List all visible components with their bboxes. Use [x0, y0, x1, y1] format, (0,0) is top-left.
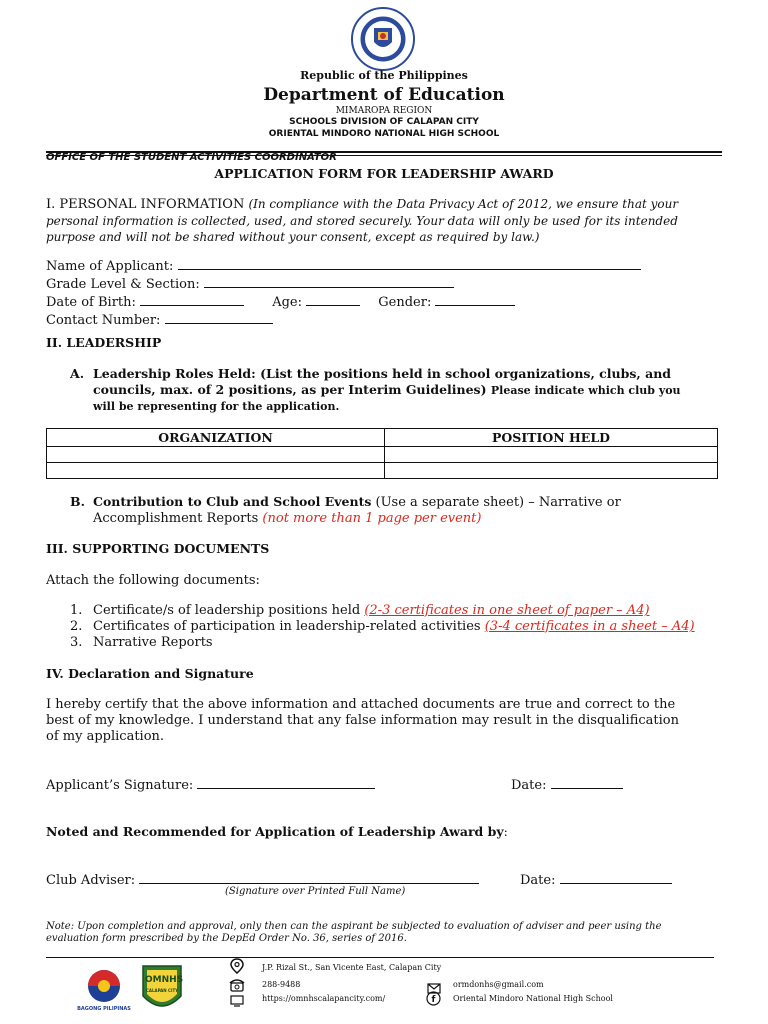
list-item: 2. Certificates of participation in leadership-related activities (3-4 certificates in a sheet – A4) [70, 619, 695, 634]
deped-seal [350, 6, 416, 72]
personal-section [46, 196, 736, 245]
department-name: Department of Education [263, 85, 505, 105]
email-link[interactable]: ormdonhs@gmail.com [453, 980, 544, 989]
supporting-heading: III. SUPPORTING DOCUMENTS [46, 541, 270, 556]
item-b-bold: Contribution to Club and School Events [93, 494, 372, 509]
facebook-link[interactable]: Oriental Mindoro National High School [453, 994, 613, 1003]
logo2-text: OMNHS [145, 975, 184, 985]
table-cell[interactable] [385, 463, 718, 479]
item-a-line2: councils, max. of 2 positions, as per Interim Guidelines) [93, 382, 487, 397]
phone-text: 288-9488 [262, 980, 301, 989]
name-field[interactable] [178, 257, 641, 270]
adviser-date-field[interactable] [560, 871, 672, 884]
supporting-intro: Attach the following documents: [46, 573, 260, 588]
applicant-date-row [511, 776, 623, 793]
bagong-pilipinas-logo [78, 964, 130, 1016]
age-field[interactable] [306, 293, 360, 306]
web-icon [230, 992, 244, 1004]
applicant-signature-label: Applicant’s Signature: [46, 778, 194, 793]
footer-rule [46, 957, 714, 958]
logo2-caption: CALAPAN CITY [145, 988, 179, 993]
table-cell[interactable] [47, 463, 385, 479]
adviser-date-row [520, 871, 672, 888]
gender-field[interactable] [435, 293, 515, 306]
logo1-caption: BAGONG PILIPINAS [77, 1006, 131, 1012]
item-a-text [93, 366, 733, 415]
gender-label: Gender: [378, 295, 432, 310]
item-a-line2-small: Please indicate which club you [490, 384, 681, 397]
note-line-1: Note: Upon completion and approval, only then can the aspirant be subjected to evaluation of adviser and peer using the [46, 921, 662, 932]
col-position-held: POSITION HELD [385, 429, 718, 447]
facebook-icon [426, 991, 441, 1006]
personal-heading: I. PERSONAL INFORMATION [46, 197, 245, 212]
privacy-note-2: personal information is collected, used, and stored securely. Your data will only be used for its intended [46, 214, 678, 228]
leadership-table [46, 428, 718, 479]
grade-label: Grade Level & Section: [46, 277, 200, 292]
declaration-text [46, 697, 736, 745]
adviser-signature-field[interactable] [139, 871, 479, 884]
item-a-marker: A. [70, 366, 85, 381]
phone-icon [229, 977, 245, 991]
item-b-red: (not more than 1 page per event) [262, 511, 482, 526]
form-title: APPLICATION FORM FOR LEADERSHIP AWARD [214, 166, 554, 181]
applicant-signature-field[interactable] [197, 776, 375, 789]
date-label: Date: [511, 778, 547, 793]
grade-field[interactable] [204, 275, 454, 288]
declaration-line-2: best of my knowledge. I understand that any false information may result in the disqualification [46, 713, 679, 728]
name-label: Name of Applicant: [46, 259, 174, 274]
dob-field[interactable] [140, 293, 244, 306]
supporting-list [70, 603, 730, 651]
contact-field[interactable] [165, 311, 273, 324]
table-cell[interactable] [385, 447, 718, 463]
privacy-note-1: (In compliance with the Data Privacy Act of 2012, we ensure that your [248, 197, 679, 211]
list-item: 1. Certificate/s of leadership positions held (2-3 certificates in one sheet of paper – A4) [70, 603, 650, 618]
item-a-line1: Leadership Roles Held: (List the positions held in school organizations, clubs, and [93, 366, 672, 381]
item-b-text [93, 494, 733, 527]
col-organization: ORGANIZATION [47, 429, 385, 447]
website-link[interactable]: https://omnhscalapancity.com/ [262, 994, 386, 1003]
item-a-line3: will be representing for the application. [93, 400, 340, 413]
declaration-heading: IV. Declaration and Signature [46, 666, 254, 681]
school-line: ORIENTAL MINDORO NATIONAL HIGH SCHOOL [268, 129, 500, 139]
item-b-normal: (Use a separate sheet) – Narrative or [375, 495, 621, 510]
privacy-note-3: purpose and will not be shared without your consent, except as required by law.) [46, 230, 540, 244]
division-line: SCHOOLS DIVISION OF CALAPAN CITY [289, 117, 479, 127]
personal-fields [46, 257, 641, 329]
declaration-line-1: I hereby certify that the above information and attached documents are true and correct to the [46, 697, 676, 712]
location-icon [230, 958, 244, 974]
dob-label: Date of Birth: [46, 295, 136, 310]
item-b-line2: Accomplishment Reports [93, 511, 259, 526]
republic-line: Republic of the Philippines [300, 69, 468, 82]
table-cell[interactable] [47, 447, 385, 463]
list-item: 3. Narrative Reports [70, 635, 213, 650]
adviser-caption: (Signature over Printed Full Name) [225, 886, 406, 897]
svg-text:f: f [431, 995, 436, 1005]
office-line: OFFICE OF THE STUDENT ACTIVITIES COORDINATOR [46, 152, 337, 163]
noted-heading: Noted and Recommended for Application of Leadership Award by: [46, 824, 508, 839]
declaration-line-3: of my application. [46, 729, 165, 744]
age-label: Age: [272, 295, 302, 310]
applicant-signature-row [46, 776, 375, 793]
leadership-heading: II. LEADERSHIP [46, 335, 162, 350]
contact-label: Contact Number: [46, 313, 161, 328]
mail-icon [427, 979, 441, 990]
region-line: MIMAROPA REGION [335, 106, 433, 116]
address-text: J.P. Rizal St., San Vicente East, Calapan City [262, 963, 442, 972]
note-line-2: evaluation form prescribed by the DepEd Order No. 36, series of 2016. [46, 933, 407, 944]
approval-note [46, 921, 736, 945]
omnhs-logo [139, 962, 185, 1016]
date-label-2: Date: [520, 873, 556, 888]
applicant-date-field[interactable] [551, 776, 623, 789]
item-b-marker: B. [70, 494, 85, 509]
adviser-label: Club Adviser: [46, 873, 136, 888]
